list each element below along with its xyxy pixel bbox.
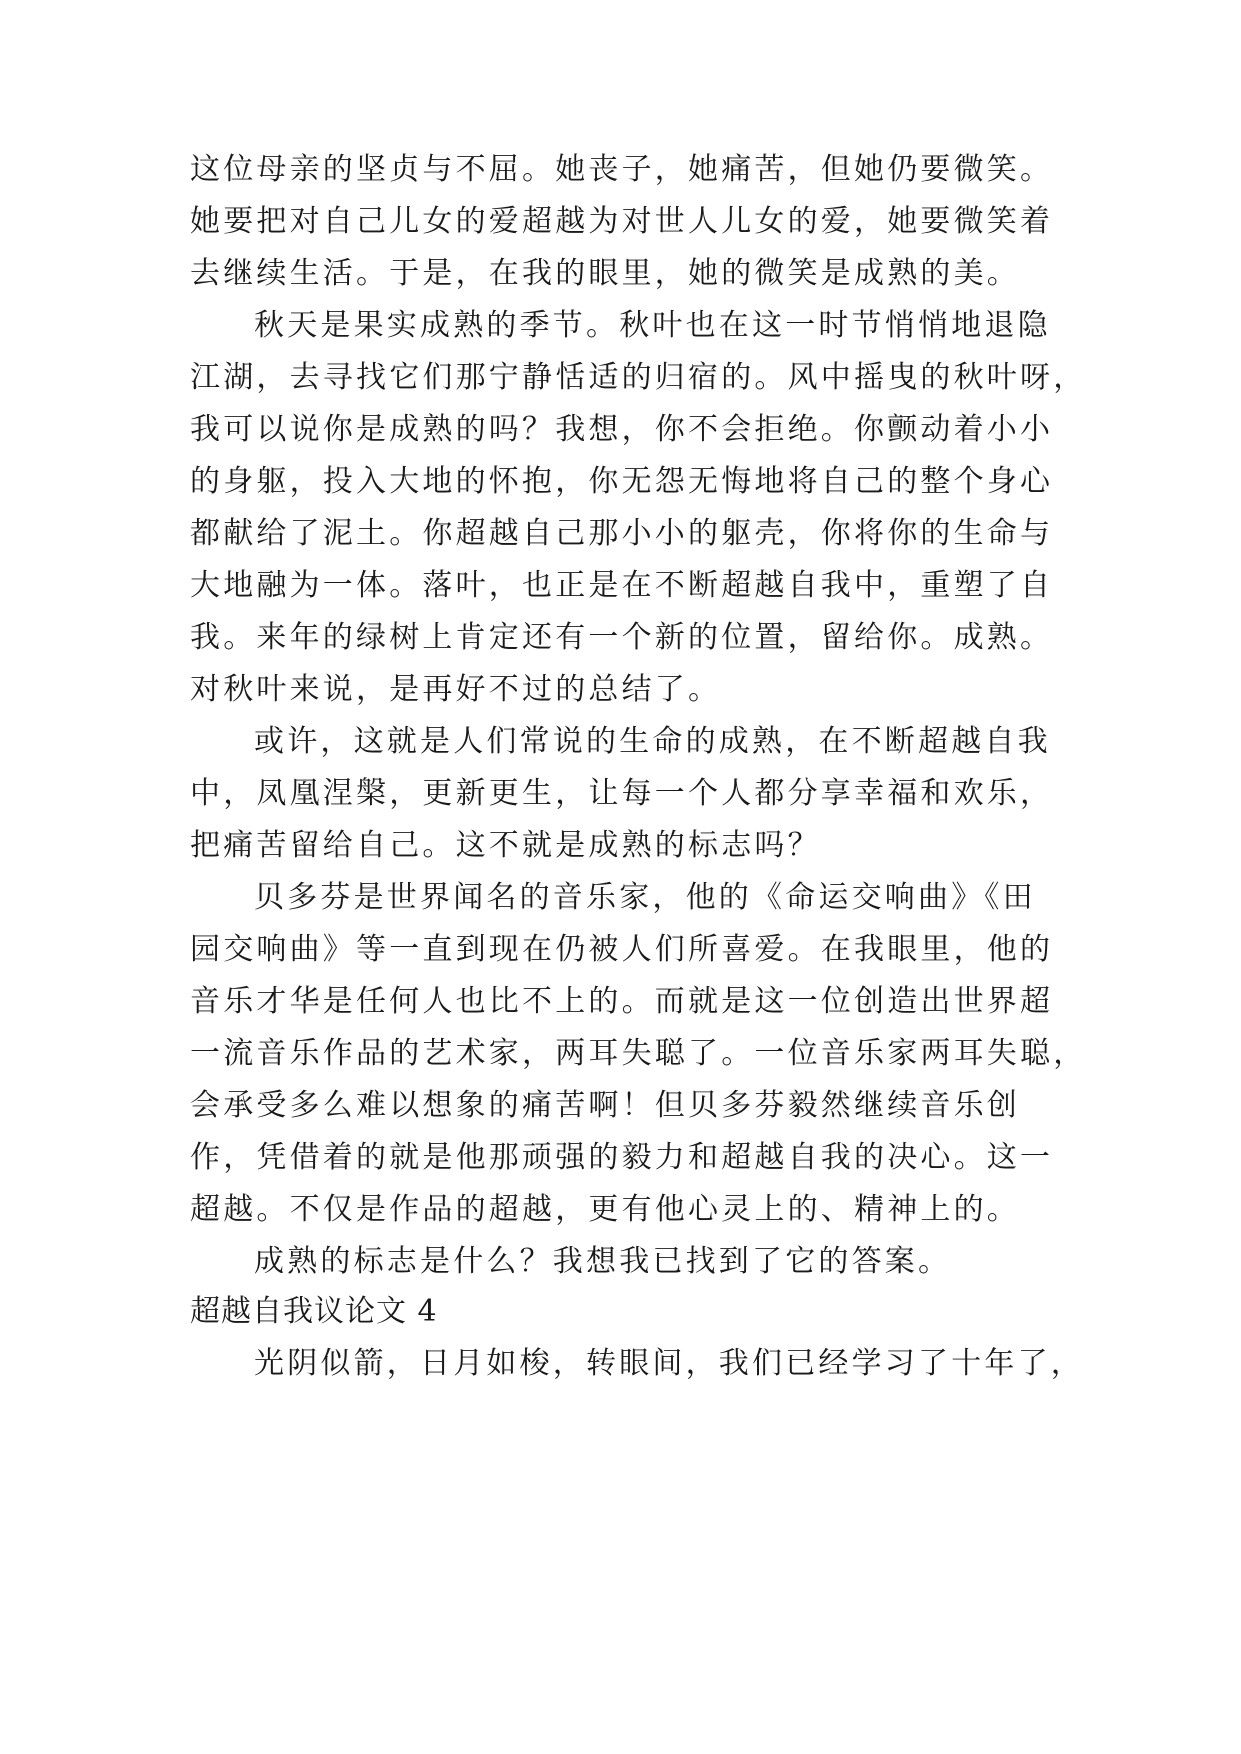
- text-line: 这位母亲的坚贞与不屈。她丧子，她痛苦，但她仍要微笑。: [190, 152, 1054, 187]
- text-line: 的身躯，投入大地的怀抱，你无怨无悔地将自己的整个身心: [190, 464, 1054, 499]
- text-line: 成熟的标志是什么？我想我已找到了它的答案。: [254, 1244, 952, 1279]
- text-line: 超越。不仅是作品的超越，更有他心灵上的、精神上的。: [190, 1192, 1020, 1227]
- text-line: 江湖，去寻找它们那宁静恬适的归宿的。风中摇曳的秋叶呀，: [190, 360, 1087, 395]
- text-line: 把痛苦留给自己。这不就是成熟的标志吗？: [190, 828, 821, 863]
- text-line: 园交响曲》等一直到现在仍被人们所喜爱。在我眼里，他的: [190, 932, 1054, 967]
- text-line: 光阴似箭，日月如梭，转眼间，我们已经学习了十年了，: [254, 1346, 1084, 1381]
- text-line: 或许，这就是人们常说的生命的成熟，在不断超越自我: [254, 724, 1051, 759]
- text-line: 会承受多么难以想象的痛苦啊！但贝多芬毅然继续音乐创: [190, 1088, 1020, 1123]
- text-line: 贝多芬是世界闻名的音乐家，他的《命运交响曲》《田: [254, 880, 1036, 915]
- text-line: 对秋叶来说，是再好不过的总结了。: [190, 672, 722, 707]
- text-line: 大地融为一体。落叶，也正是在不断超越自我中，重塑了自: [190, 568, 1054, 603]
- text-line: 作，凭借着的就是他那顽强的毅力和超越自我的决心。这一: [190, 1140, 1054, 1175]
- text-line: 去继续生活。于是，在我的眼里，她的微笑是成熟的美。: [190, 256, 1020, 291]
- section-heading: 超越自我议论文 4: [190, 1294, 438, 1329]
- text-line: 音乐才华是任何人也比不上的。而就是这一位创造出世界超: [190, 984, 1054, 1019]
- text-line: 一流音乐作品的艺术家，两耳失聪了。一位音乐家两耳失聪，: [190, 1036, 1087, 1071]
- text-line: 秋天是果实成熟的季节。秋叶也在这一时节悄悄地退隐: [254, 308, 1051, 343]
- text-line: 我可以说你是成熟的吗？我想，你不会拒绝。你颤动着小小: [190, 412, 1054, 447]
- text-line: 中，凤凰涅槃，更新更生，让每一个人都分享幸福和欢乐，: [190, 776, 1054, 811]
- text-line: 我。来年的绿树上肯定还有一个新的位置，留给你。成熟。: [190, 620, 1054, 655]
- text-line: 她要把对自己儿女的爱超越为对世人儿女的爱，她要微笑着: [190, 204, 1054, 239]
- text-line: 都献给了泥土。你超越自己那小小的躯壳，你将你的生命与: [190, 516, 1054, 551]
